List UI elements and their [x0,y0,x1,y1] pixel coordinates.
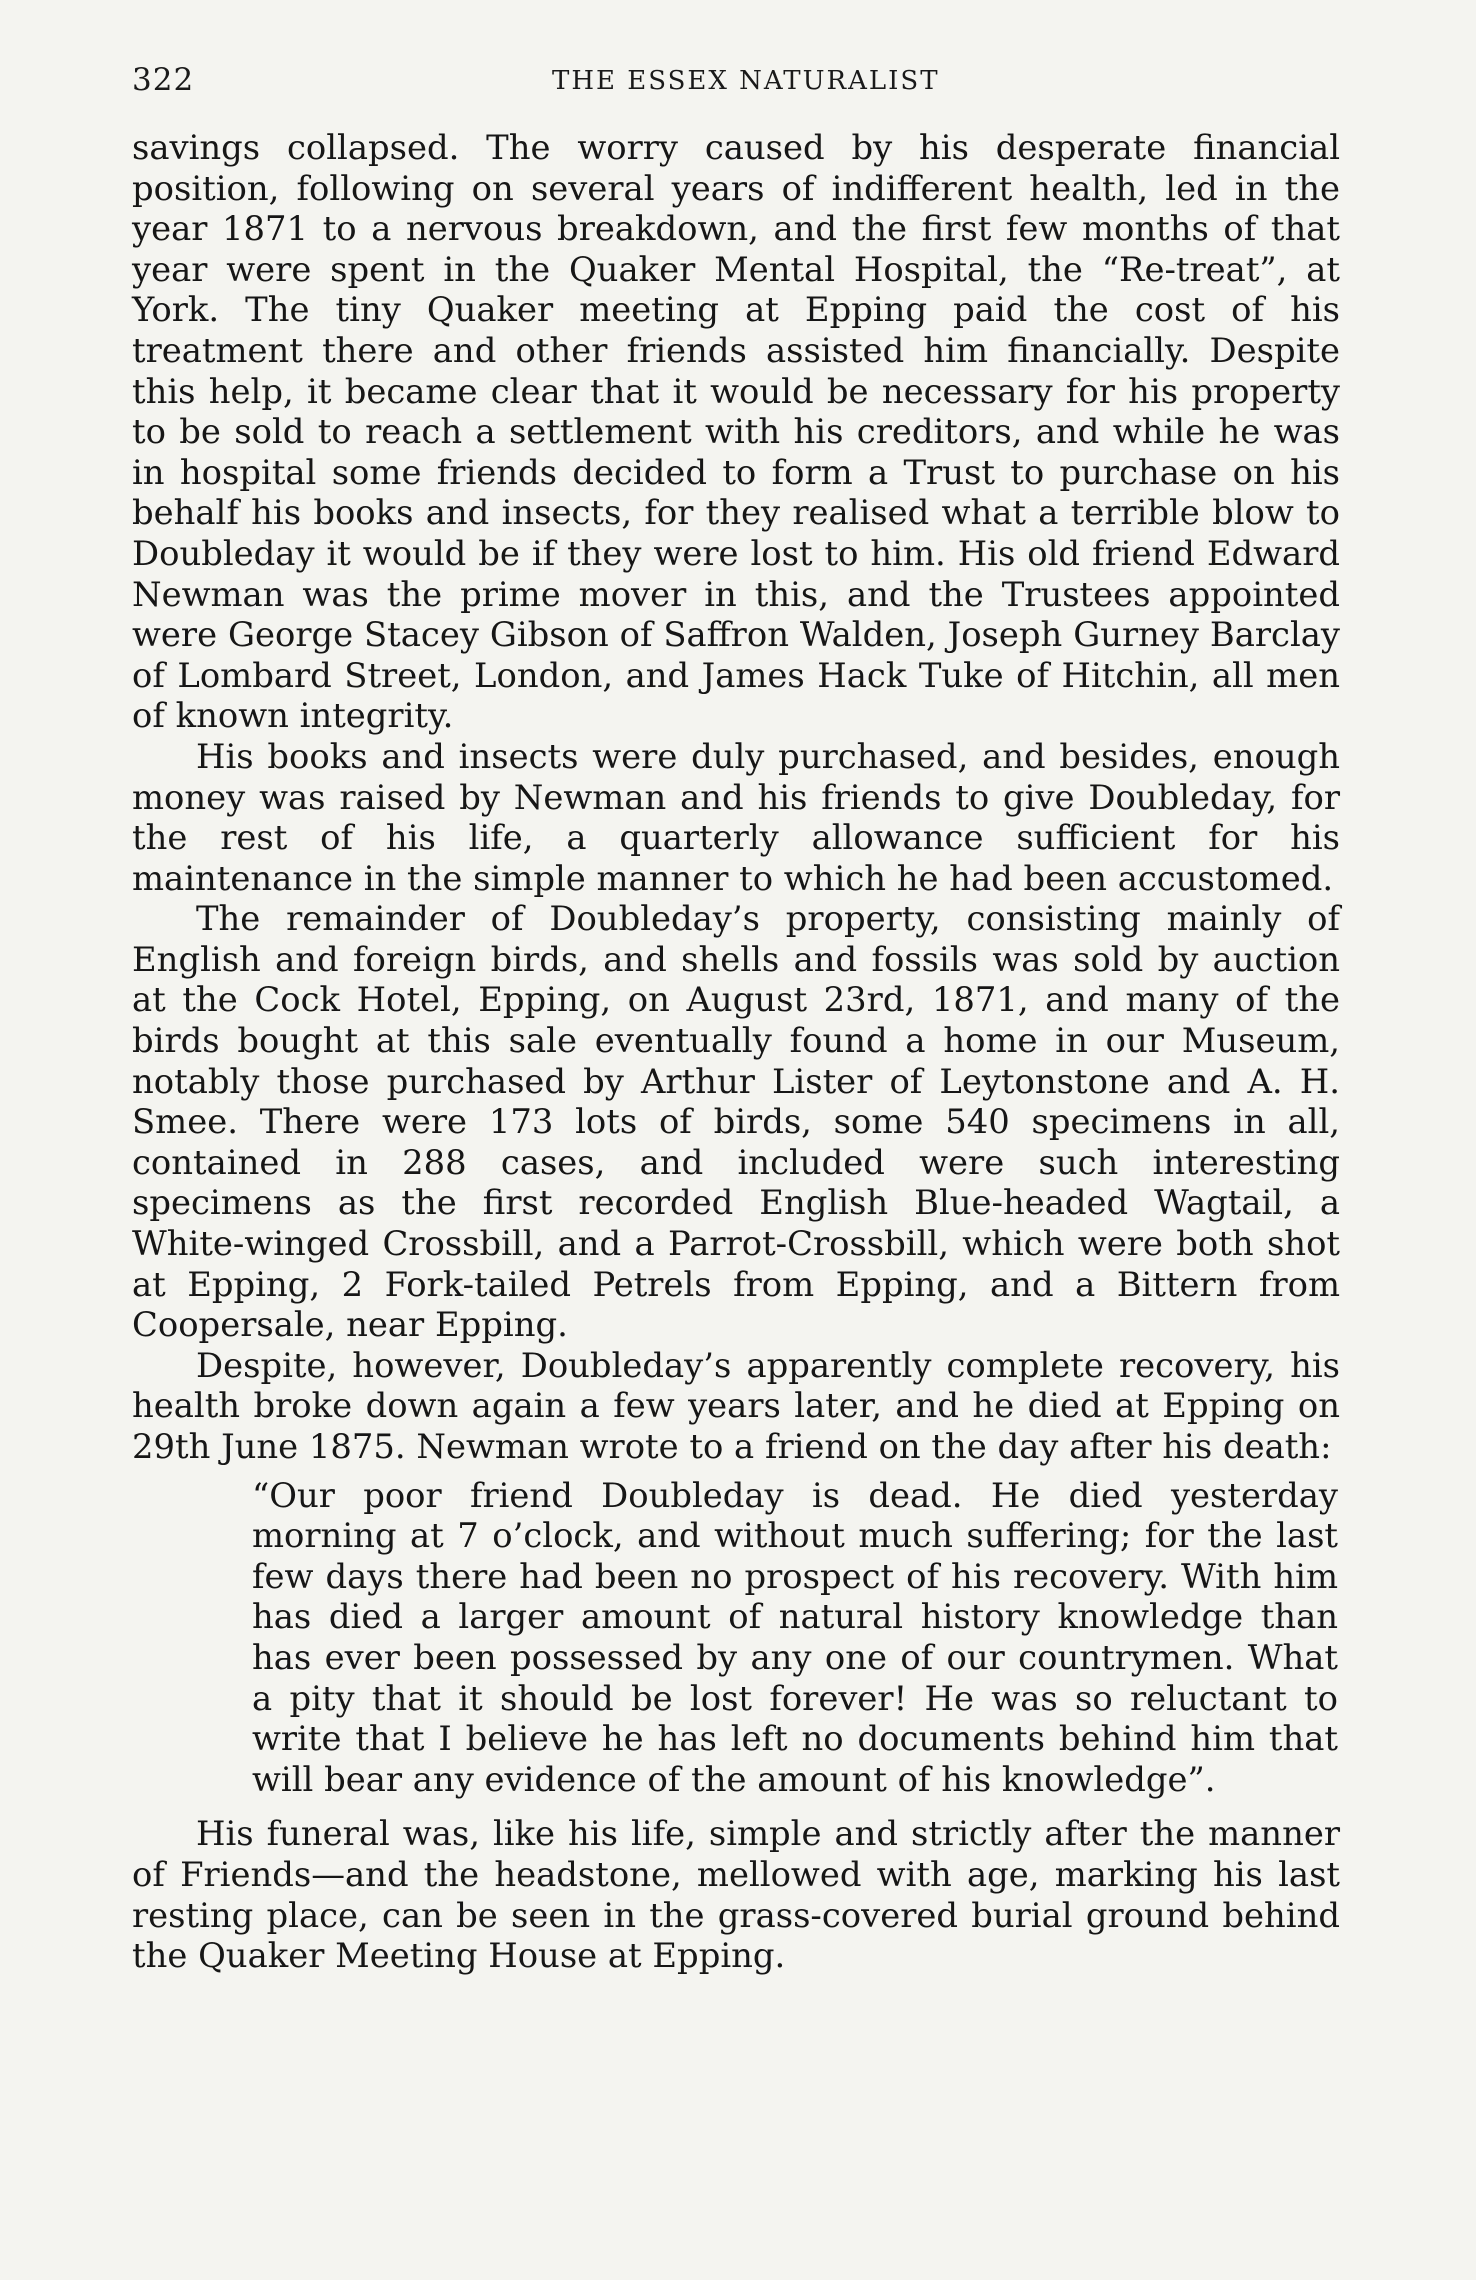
article-body [132,128,1340,1977]
paragraph: The remainder of Doubleday’s property, consisting mainly of English and foreign birds, and shells and fossils was sold by auction at the Cock Hotel, Epping, on August 23rd, 1871, and many of the birds bought at this sale eventually found a home in our Museum, notably those purchased by Arthur Lister of Leytonstone and A. H. Smee. There were 173 lots of birds, some 540 specimens in all, contained in 288 cases, and included were such interesting specimens as the first recorded English Blue-headed Wagtail, a White-winged Crossbill, and a Parrot-Crossbill, which were both shot at Epping, 2 Fork-tailed Petrels from Epping, and a Bittern from Coopersale, near Epping. [132,899,1340,1345]
paragraph: savings collapsed. The worry caused by his desperate financial position, following on several years of indifferent health, led in the year 1871 to a nervous breakdown, and the first few months of that year were spent in the Quaker Mental Hospital, the “Re-treat”, at York. The tiny Quaker meeting at Epping paid the cost of his treatment there and other friends assisted him financially. Despite this help, it became clear that it would be necessary for his property to be sold to reach a settlement with his creditors, and while he was in hospital some friends decided to form a Trust to purchase on his behalf his books and insects, for they realised what a terrible blow to Doubleday it would be if they were lost to him. His old friend Edward Newman was the prime mover in this, and the Trustees appointed were George Stacey Gibson of Saffron Walden, Joseph Gurney Barclay of Lombard Street, London, and James Hack Tuke of Hitchin, all men of known integrity. [132,128,1340,736]
running-title: THE ESSEX NATURALIST [552,66,940,96]
paragraph: His funeral was, like his life, simple and strictly after the manner of Friends—and the headstone, mellowed with age, marking his last resting place, can be seen in the grass-covered burial ground behind the Quaker Meeting House at Epping. [132,1814,1340,1976]
page-number: 322 [132,62,195,98]
running-header [132,62,1342,112]
paragraph: Despite, however, Doubleday’s apparently complete recovery, his health broke down again a few years later, and he died at Epping on 29th June 1875. Newman wrote to a friend on the day after his death: [132,1345,1340,1466]
block-quote: “Our poor friend Doubleday is dead. He died yesterday morning at 7 o’clock, and without much suffering; for the last few days there had been no prospect of his recovery. With him has died a larger amount of natural history knowledge than has ever been possessed by any one of our countrymen. What a pity that it should be lost forever! He was so reluctant to write that I believe he has left no documents behind him that will bear any evidence of the amount of his knowledge”. [252,1475,1338,1799]
paragraph: His books and insects were duly purchased, and besides, enough money was raised by Newman and his friends to give Doubleday, for the rest of his life, a quarterly allowance sufficient for his maintenance in the simple manner to which he had been accustomed. [132,736,1340,898]
